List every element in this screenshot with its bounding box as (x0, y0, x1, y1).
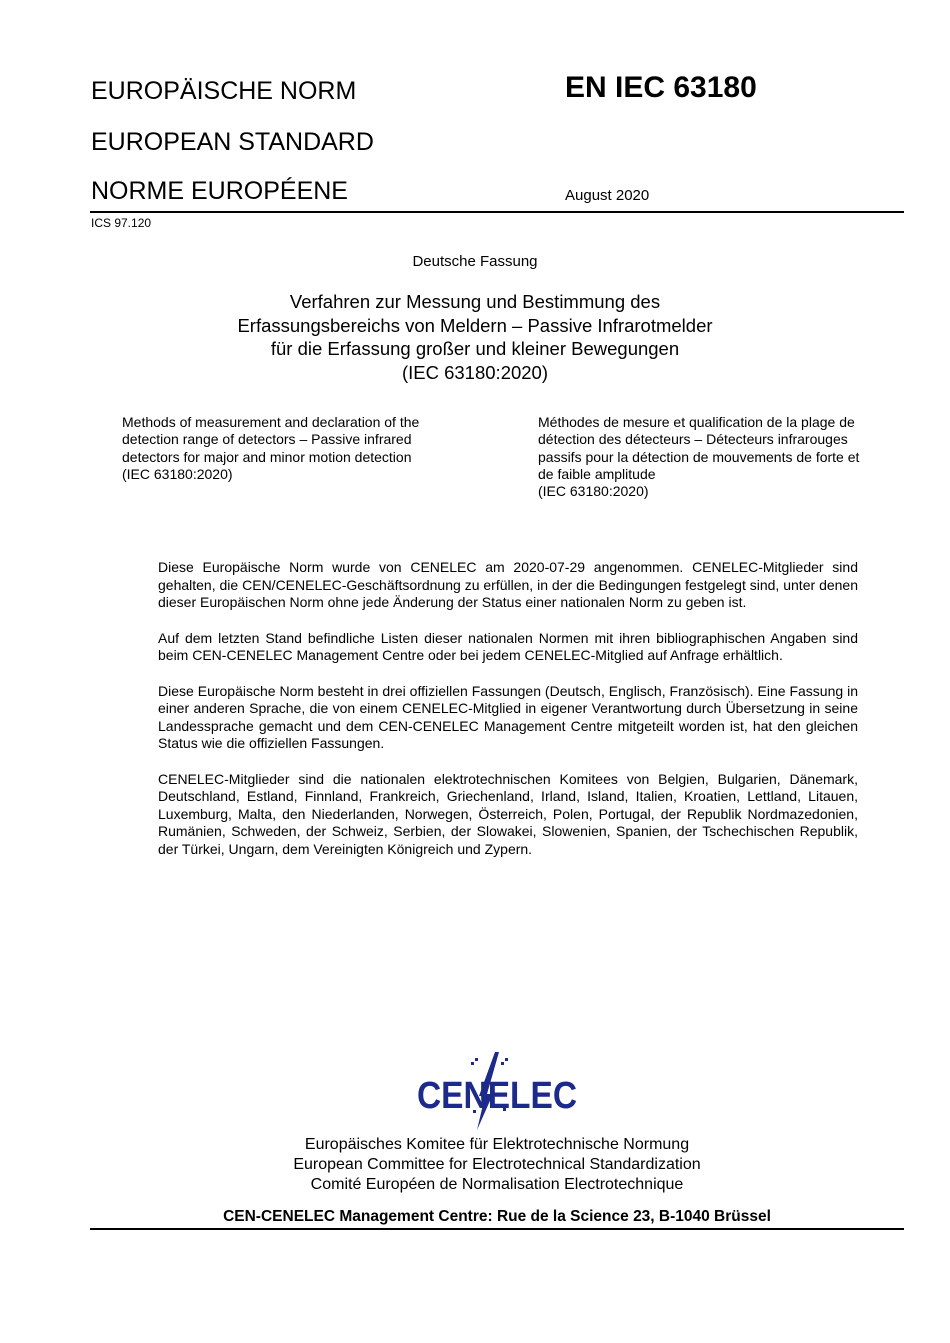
paragraph: Diese Europäische Norm besteht in drei offiziellen Fassungen (Deutsch, Englisch, Französisch). Eine Fassung in einer anderen Sprache, die von einem CENELEC-Mitglied in eigener Verantwortung durch Übersetzung in seine Landessprache gemacht und dem CEN-CENELEC Management Centre mitgeteilt worden ist, hat den gleichen Status wie die offiziellen Fassungen. (158, 682, 858, 751)
title-fr-line: (IEC 63180:2020) (538, 483, 649, 500)
title-fr-line: Méthodes de mesure et qualification de la plage de (538, 414, 855, 430)
committee-name-fr: Comité Européen de Normalisation Electrotechnique (310, 1176, 684, 1193)
standard-number: EN IEC 63180 (565, 71, 757, 104)
committee-name-en: European Committee for Electrotechnical Standardization (293, 1156, 701, 1173)
title-line: Verfahren zur Messung und Bestimmung des (289, 291, 661, 312)
address: CEN-CENELEC Management Centre: Rue de la Science 23, B-1040 Brüssel (223, 1208, 771, 1225)
ics-code: ICS 97.120 (91, 216, 152, 230)
title-fr-line: de faible amplitude (538, 465, 656, 482)
title-french: NORME EUROPÉENE (91, 177, 348, 205)
title-fr-line: passifs pour la détection de mouvements de forte et (538, 448, 860, 465)
title-french-translation (538, 414, 883, 500)
logo-text: CENELEC (417, 1075, 577, 1117)
title-line: Erfassungsbereichs von Meldern – Passive Infrarotmelder (237, 314, 713, 336)
title-en-line: Methods of measurement and declaration of the (122, 414, 420, 430)
document-title (130, 290, 820, 384)
body-text (158, 559, 858, 876)
paragraph: CENELEC-Mitglieder sind die nationalen elektrotechnischen Komitees von Belgien, Bulgarien, Dänemark, Deutschland, Estland, Finnland, Frankreich, Griechenland, Irland, Island, Italien, Kroatien, Lettland, Litauen, Luxemburg, Malta, den Niederlanden, Norwegen, Österreich, Polen, Portugal, der Republik Nordmazedonien, Rumänien, Schweden, der Schweiz, Serbien, der Slowakei, Slowenien, Spanien, der Tschechischen Republik, der Türkei, Ungarn, dem Vereinigten Königreich und Zypern. (158, 770, 858, 857)
title-english-translation (122, 414, 452, 483)
title-english: EUROPEAN STANDARD (91, 128, 374, 156)
footer-rule (90, 1228, 904, 1230)
header-rule (90, 211, 904, 213)
committee-name-de: Europäisches Komitee für Elektrotechnische Normung (304, 1136, 690, 1153)
title-line: (IEC 63180:2020) (401, 361, 549, 383)
title-fr-line: détection des détecteurs – Détecteurs infrarouges (538, 431, 848, 448)
cenelec-logo-graphic (415, 1050, 580, 1132)
version-label: Deutsche Fassung (412, 253, 538, 270)
title-german: EUROPÄISCHE NORM (91, 77, 357, 105)
paragraph: Auf dem letzten Stand befindliche Listen dieser nationalen Normen mit ihren bibliographischen Angaben sind beim CEN-CENELEC Management Centre oder bei jedem CENELEC-Mitglied auf Anfrage erhältlich. (158, 629, 858, 663)
committee-names (200, 1135, 794, 1195)
paragraph: Diese Europäische Norm wurde von CENELEC am 2020-07-29 angenommen. CENELEC-Mitglieder sind gehalten, die CEN/CENELEC-Geschäftsordnung zu erfüllen, in der die Bedingungen festgelegt sind, unter denen dieser Europäischen Norm ohne jede Änderung der Status einer nationalen Norm zu geben ist. (158, 559, 858, 610)
title-line: für die Erfassung großer und kleiner Bewegungen (270, 338, 680, 359)
title-en-line: (IEC 63180:2020) (122, 465, 233, 482)
title-en-line: detectors for major and minor motion detection (122, 448, 412, 465)
cenelec-logo (415, 1050, 580, 1132)
publication-date: August 2020 (565, 187, 650, 204)
title-en-line: detection range of detectors – Passive infrared (122, 431, 412, 448)
